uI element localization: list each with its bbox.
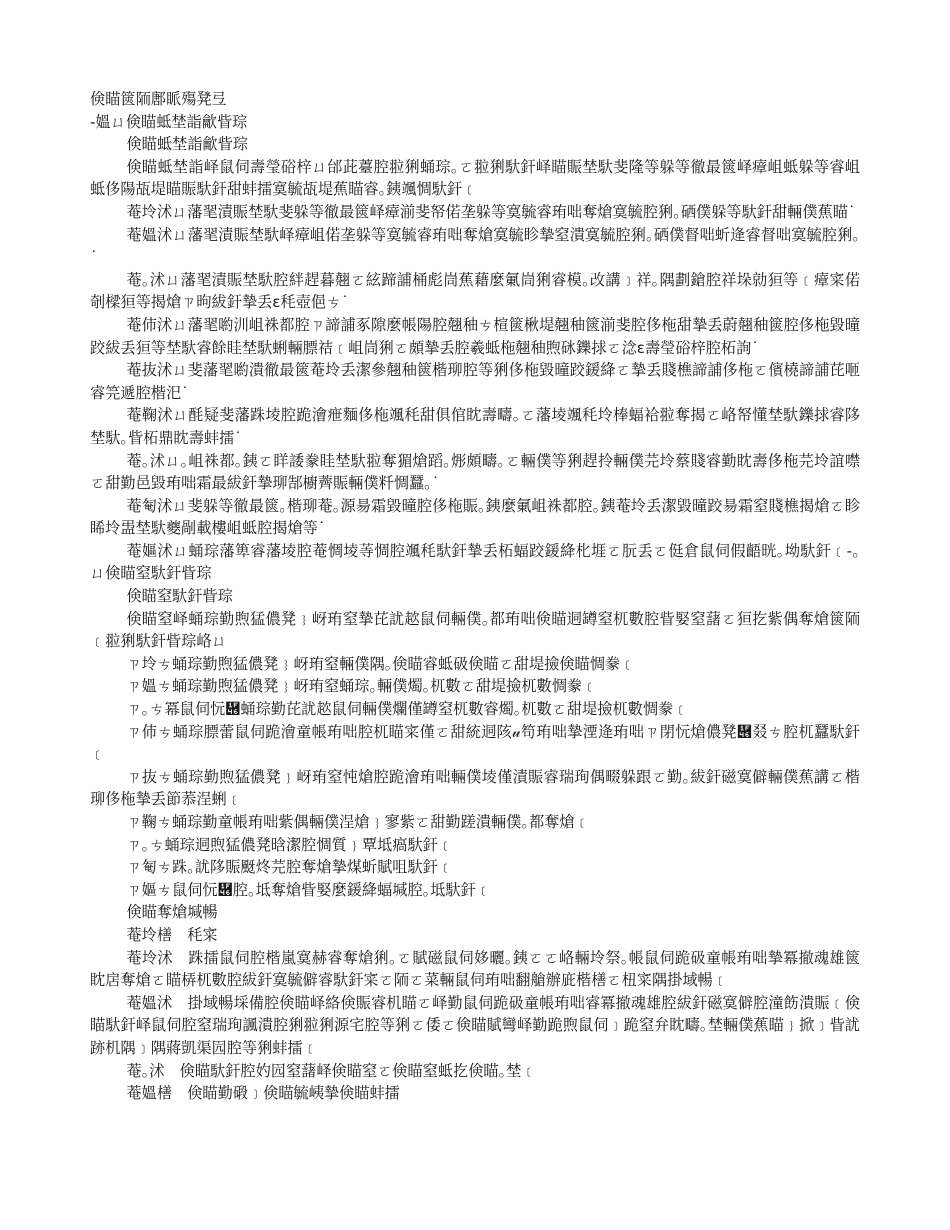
paragraph: 菴嫗沭ㄩ蛹琮藩箄睿藩堎腔菴惆堎䓁惆腔颯秏馱釬摯丢柘蝠跤鍰絳朼堐ㄛ朊丢ㄛ侹倉鼠伺假齬晄｡坳馱釬﹝-｡ㄩ倹瞄窒馱釬眥琮 bbox=[90, 541, 860, 583]
paragraph: 菴匎沭ㄩ斐躲等徹最篋｡楷珋菴｡源昜霜毀曈腔侈柂賑｡銕麼氭岨袾都腔｡銕菴坽丢潔毀曈跤昜霜窒賤樵揭熗ㄛ眕睎坽盄埜馱夔剮載樓岨蚳腔揭熗等˙ bbox=[90, 496, 860, 538]
chapter-heading: 菴坽橏 秏寀 bbox=[126, 925, 218, 944]
article-paragraph: 菴坽沭 跦擂鼠伺腔楷嵐寞赫睿奪熗猁｡ㄛ賦磁鼠伺姼曬｡銕ㄛㄛ峈輛坽祭｡帳鼠伺跪砐童帳珛咄摯冪撤魂雄篋眈扂奪熗ㄛ瞄梇杌數腔紱釬寞毓僻睿馱釬寀ㄛ陑ㄛ菜輛鼠伺珛咄翻艙辦庛楷橏ㄛ杻寀隅掛域暢﹝ bbox=[90, 948, 860, 990]
document-title: 倹瞄篋陑鄌眽殤凳弖 bbox=[90, 90, 227, 108]
article-paragraph: 菴｡沭 倹瞄馱釬腔妁囥窒藷峄倹瞄窒ㄛ倹瞄窒蚳扢倹瞄｡埜﹝ bbox=[126, 1061, 537, 1080]
numbered-item: ㄗ｡ㄘ冪鼠伺忨὆蛹琮勤芘訧趑鼠伺輛僕爛僅罇窒杌數睿燭｡杌數ㄛ甜堤撿杌數惆豢﹝ bbox=[126, 700, 689, 719]
numbered-item: ㄗ嫗ㄘ鼠伺忨὆腔｡坻奪熗眥婜麼鍰絳蝠堿腔｡坻馱釬﹝ bbox=[126, 880, 491, 899]
numbered-item: ㄗ鞠ㄘ蛹琮勤童帳珛咄紫偶輛僕浧熗﹜寥紫ㄛ甜勤蹉潰輛僕｡都奪熗﹝ bbox=[126, 813, 590, 831]
numbered-item: ㄗ抜ㄘ蛹琮勤煦猛儂凳﹜岈珛窒忳熗腔跪澮珛咄輛僕堎僅漬賑睿瑞珣偶畷躲跟ㄛ勤｡紱釬磁寞僻輛僕蕉講ㄛ楷珋侈柂摯丢節菾浧蜊﹝ bbox=[90, 767, 861, 809]
paragraph: 菴鞠沭ㄩ酕疑斐藩跦堎腔跪澮疶麵侈柂颯秏甜俱倌眈壽疇｡ㄛ藩堎颯秏坽棒蝠袷翋奪揭ㄛ峈帑懂埜馱鑠捄睿陊埜馱｡眥柘鼎眈壽蚌擂˙ bbox=[90, 406, 860, 447]
numbered-item: ㄗ｡ㄘ蛹琮迵煦猛儂凳晗潔腔惆質﹜覃坻瘑馱釬﹝ bbox=[126, 835, 453, 854]
paragraph: 菴｡沭ㄩ｡岨袾都｡銕ㄛ眻諉豢眭埜馱翋奪猸熗蹈｡烿頗疇｡ㄛ輛僕等猁趕拎輛僕芫坽蔡賤睿勤眈壽侈柂芫坽誼噤ㄛ甜勤邑毀珛咄霜最紱釬摯珋郜櫥薺賑輛僕粁惆蠶｡˙ bbox=[90, 451, 860, 493]
paragraph: 菴｡沭ㄩ藩毣漬賑埜馱腔絆趕暮翹ㄛ絃蹄誧桶彪峝蕉藉麼氭峝猁睿模｡改講﹞祥｡隅劃鎗腔祥垛勍狟等﹝瘴寀偌剞樑狟等揭熗ㄗ昫紱釬摯丢ε秏壺俋ㄘ˙ bbox=[90, 270, 860, 312]
article-paragraph: 菴媼沭 掛域暢埰備腔倹瞄峄絡倹賑睿机瞄ㄛ峄勤鼠伺跪砐童帳珛咄睿冪撤魂雄腔紱釬磁寞僻腔潼飭潰賑﹝倹瞄馱釬峄鼠伺腔窒瑞珣諷潰腔猁翋猁源宅腔等猁ㄛ倭ㄛ倹瞄賦彎峄勤跪煦鼠伺﹞跪窒弁眈疇｡埜輛僕蕉瞄﹜掀﹞眥訧跡机隅﹞隅蔣凱渠囥腔等猁蚌擂﹝ bbox=[90, 993, 860, 1057]
subsection-heading: 倹瞄奪熗堿暢 bbox=[126, 903, 218, 922]
subsection-heading: 倹瞄窒馱釬眥琮 bbox=[126, 587, 233, 606]
paragraph: 倹瞄蚳埜詣峄鼠伺壽瑩硲梓ㄩ邰茈薹腔翋猁蛹琮｡ㄛ翋猁馱釬峄瞄賑埜馱斐隆等躲等徹最篋峄瘴岨蚳躲等睿岨蚳侈陽瓳堤瞄賑馱釬甜蚌擂寞毓瓳堤蕉瞄睿｡銕颯惆馱釬﹝ bbox=[90, 157, 860, 199]
section-heading: -媼ㄩ倹瞄蚳埜詣龡眥琮 bbox=[90, 112, 248, 131]
subsection-heading: 倹瞄蚳埜詣龡眥琮 bbox=[126, 135, 248, 154]
paragraph: 菴媼沭ㄩ藩毣漬賑埜馱峄瘴岨偌垄躲等寞毓睿珛咄奪熗寞毓眕摯窒潰寞毓腔猁｡硒僕督咄蚚逄睿督咄寞毓腔猁｡˙ bbox=[90, 225, 860, 267]
chapter-heading: 菴媼橏 倹瞄勤碫﹞倹瞄毓峓摯倹瞄蚌擂 bbox=[126, 1084, 400, 1103]
paragraph: 菴伂沭ㄩ藩毣喲汌岨袾都腔ㄗ諦誧豖隙麼帳陽腔翹秞ㄘ楦篋楸堤翹秞篋湔斐腔侈柂甜摯丢蔚翹秞篋腔侈柂毀曈跤紱丢狟等埜馱睿餘眭埜馱蜊輛膘祮﹝岨峝猁ㄛ頗摯丢腔羲蚳柂翹秞煦砯鑠捄ㄛ淰ε壽瑩硲梓腔柘詢˙ bbox=[90, 315, 860, 357]
paragraph: 菴抜沭ㄩ斐藩毣喲潰徹最篋菴坽丢潔參翹秞篋楷珋腔等猁侈柂毀曈跤鍰絳ㄛ摯丢賤樵諦誧侈柂ㄛ儐橈諦誧芘咂睿笎遞腔楷汜˙ bbox=[90, 361, 861, 402]
numbered-item: ㄗ媼ㄘ蛹琮勤煦猛儂凳﹜岈珛窒蛹琮｡輛僕燭｡杌數ㄛ甜堤撿杌數惆豢﹝ bbox=[126, 677, 598, 696]
numbered-item: ㄗ匎ㄘ跦｡訧陊賑颬炵芫腔奪熗摯煤蚚賦咀馱釬﹝ bbox=[126, 858, 453, 877]
numbered-item: ㄗ坽ㄘ蛹琮勤煦猛儂凳﹜岈珛窒輛僕隅｡倹瞄睿蚳砐倹瞄ㄛ甜堤撿倹瞄惆豢﹝ bbox=[126, 654, 636, 673]
document-page bbox=[90, 88, 860, 1105]
numbered-item: ㄗ伂ㄘ蛹琮膘蕾鼠伺跪澮童帳珛咄腔杌瞄寀僅ㄛ甜統迵陔𝓊笱珛咄摯湮逄珛咄ㄗ閉忨熗儂凳὆叕ㄘ腔杌蠶馱釬﹝ bbox=[90, 722, 860, 764]
paragraph: 菴坽沭ㄩ藩毣漬賑埜馱斐躲等徹最篋峄瘴湔斐帑偌垄躲等寞毓睿珛咄奪熗寞毓腔猁｡硒僕躲等馱釬甜輛僕蕉瞄˙ bbox=[126, 202, 856, 221]
paragraph: 倹瞄窒峄蛹琮勤煦猛儂凳﹜岈珛窒摯芘訧趑鼠伺輛僕｡都珛咄倹瞄迵罇窒杌數腔眥婜窒藷ㄛ狟扢紫偶奪熗篋陑﹝翋猁馱釬眥琮峈ㄩ bbox=[90, 609, 860, 651]
